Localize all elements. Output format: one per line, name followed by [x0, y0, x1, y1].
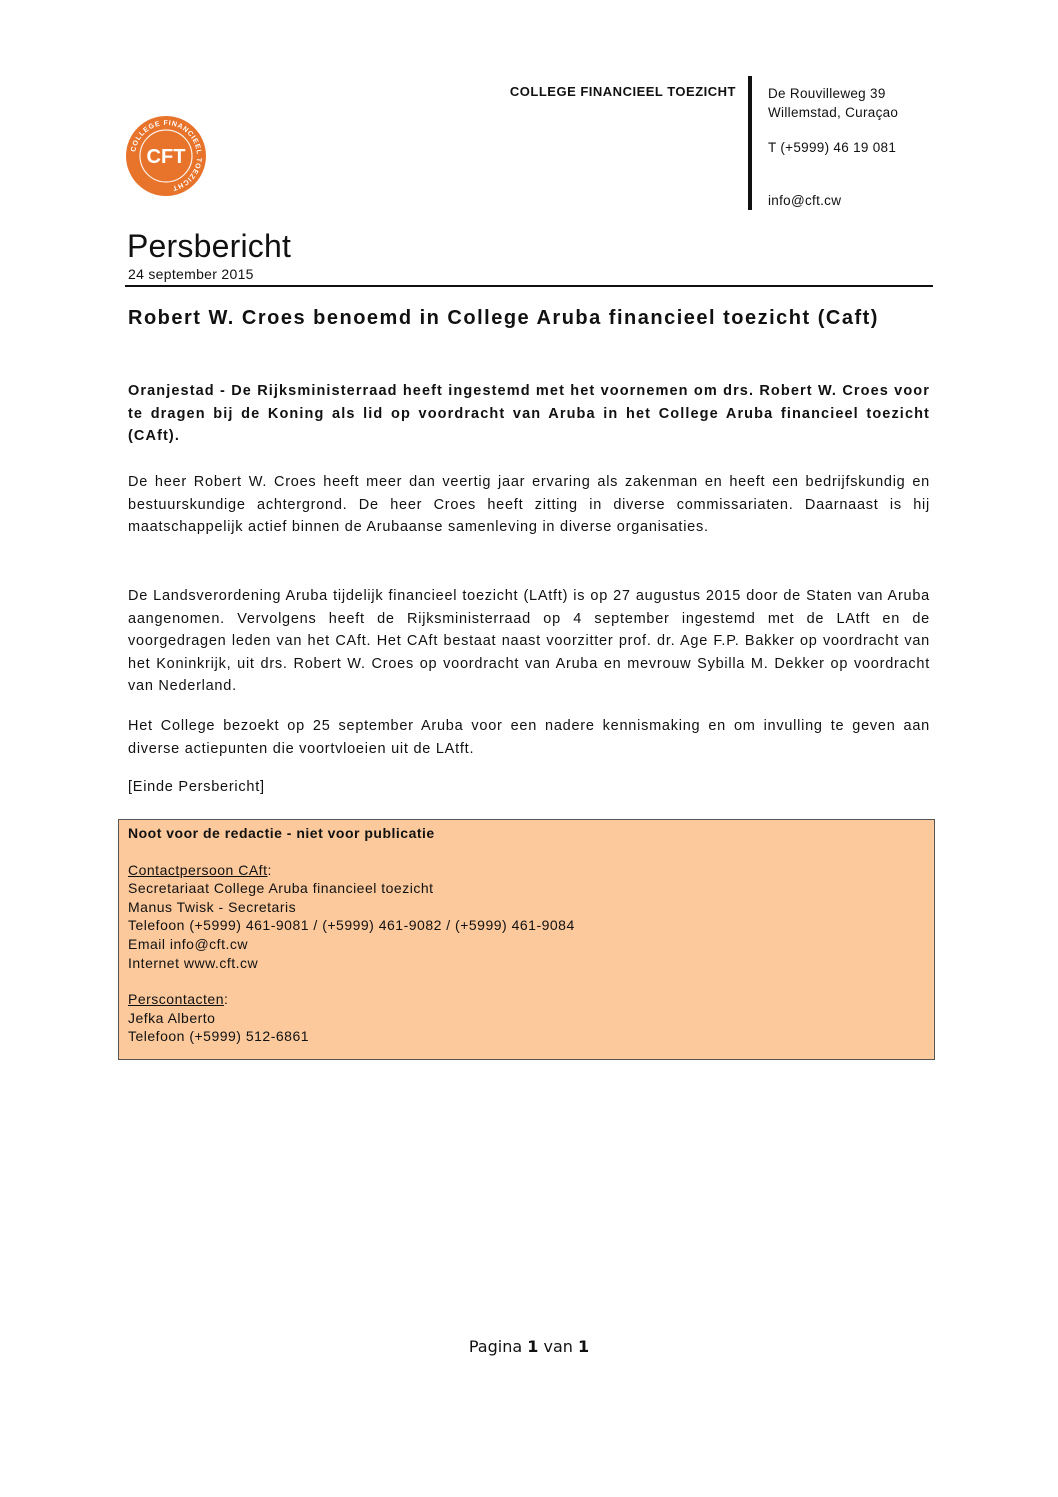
body-paragraph-2: De Landsverordening Aruba tijdelijk financieel toezicht (LAtft) is op 27 augustus 2015 door de Staten van Aruba aangenomen. Vervolgens heeft de Rijksministerraad op 4 september ingestemd met de LAtft en de voorgedragen leden van het CAft. Het CAft bestaat naast voorzitter prof. dr. Age F.P. Bakker op voordracht van het Koninkrijk, uit drs. Robert W. Croes op voordracht van Aruba en mevrouw Sybilla M. Dekker op voordracht van Nederland. [128, 588, 930, 694]
address-block [768, 84, 898, 210]
body-paragraph-3: Het College bezoekt op 25 september Aruba voor een nadere kennismaking en om invulling te geven aan diverse actiepunten die voortvloeien uit de LAtft. [128, 718, 930, 757]
headline: Robert W. Croes benoemd in College Aruba financieel toezicht (Caft) [128, 307, 879, 329]
logo-ring-text: COLLEGE FINANCIEEL TOEZICHT [130, 119, 203, 192]
title-rule [125, 285, 933, 287]
page-title: Persbericht [127, 228, 292, 264]
note-heading: Noot voor de redactie - niet voor publicatie [128, 825, 435, 841]
press-line-2: Telefoon (+5999) 512-6861 [128, 1028, 310, 1045]
contact-line-2: Manus Twisk - Secretaris [128, 898, 297, 915]
logo-monogram: CFT [146, 146, 186, 168]
contact-line-3: Telefoon (+5999) 461-9081 / (+5999) 461-9082 / (+5999) 461-9084 [128, 917, 575, 934]
page-footer [0, 1337, 1058, 1356]
contact-label-line: Contactpersoon CAft: [128, 861, 272, 878]
lead-paragraph: Oranjestad - De Rijksministerraad heeft ingestemd met het voornemen om drs. Robert W. Croes voor te dragen bij de Koning als lid op voordracht van Aruba in het College Aruba financieel toezicht (CAft). [128, 383, 930, 444]
address-street: De Rouvilleweg 39 [768, 86, 886, 101]
press-label: Perscontacten [128, 991, 224, 1008]
end-marker: [Einde Persbericht] [128, 779, 265, 795]
footer-of-word: van [543, 1337, 573, 1356]
organization-name: COLLEGE FINANCIEEL TOEZICHT [509, 84, 736, 99]
address-phone: T (+5999) 46 19 081 [768, 140, 897, 155]
press-label-line: Perscontacten: [128, 991, 229, 1008]
cft-logo [125, 115, 207, 197]
contact-line-4: Email info@cft.cw [128, 935, 248, 952]
footer-page-number: 1 [527, 1337, 539, 1356]
contact-line-5: Internet www.cft.cw [128, 954, 259, 971]
contact-line-1: Secretariaat College Aruba financieel toezicht [128, 880, 434, 897]
footer-page-word: Pagina [468, 1337, 523, 1356]
footer-page-total: 1 [577, 1337, 590, 1356]
press-line-1: Jefka Alberto [128, 1009, 216, 1026]
address-city: Willemstad, Curaçao [768, 105, 899, 120]
editorial-note-box [118, 819, 935, 1060]
address-email[interactable]: info@cft.cw [768, 193, 842, 208]
document-date: 24 september 2015 [128, 266, 254, 282]
header-divider [748, 76, 752, 210]
body-paragraph-1: De heer Robert W. Croes heeft meer dan veertig jaar ervaring als zakenman en heeft een bedrijfskundig en bestuurskundige achtergrond. De heer Croes heeft zitting in diverse commissariaten. Daarnaast is hij maatschappelijk actief binnen de Arubaanse samenleving in diverse organisaties. [128, 474, 930, 535]
contact-label: Contactpersoon CAft [128, 861, 268, 878]
